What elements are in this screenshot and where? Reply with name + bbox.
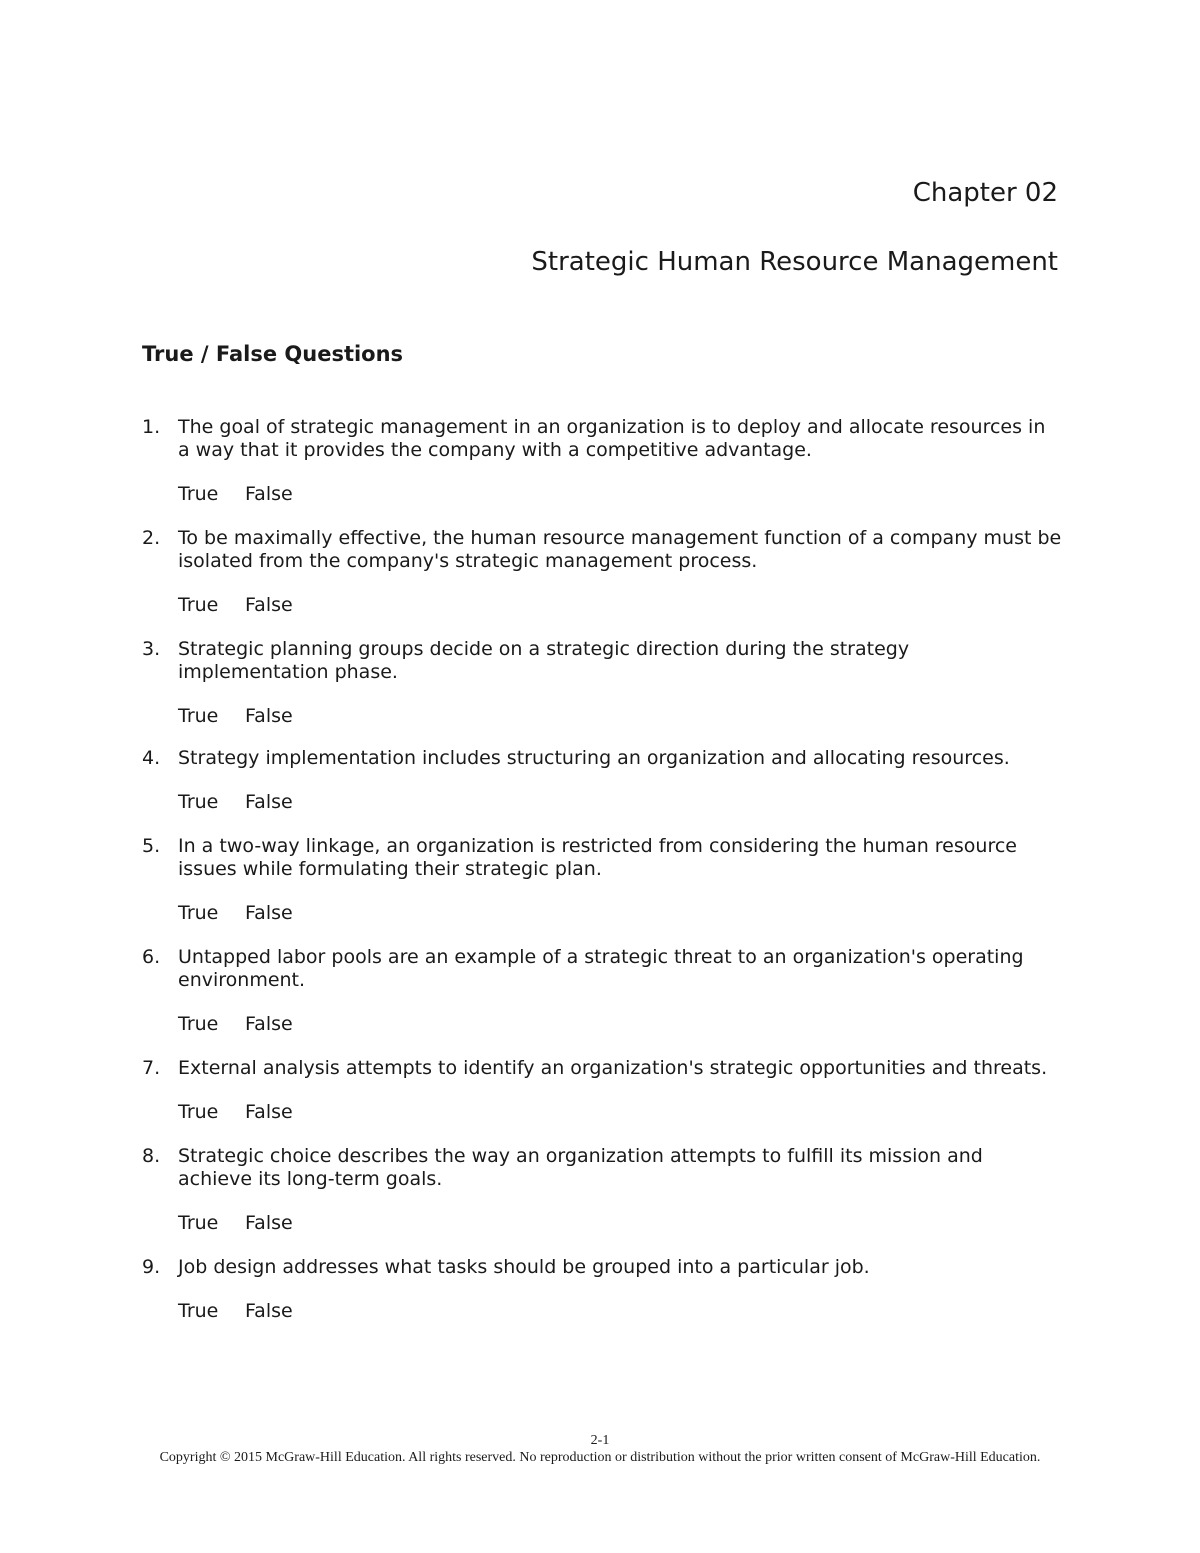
question-number: 1. [142,416,161,438]
answer-option-false: False [245,1101,293,1123]
answer-options [178,791,1062,814]
question-item [142,1145,1062,1235]
question-number: 5. [142,835,161,857]
question-item [142,747,1062,814]
answer-option-true: True [178,791,219,813]
question-text: Untapped labor pools are an example of a strategic threat to an organization's operating environment. [178,946,1024,991]
question-text: External analysis attempts to identify an organization's strategic opportunities and threats. [178,1057,1048,1079]
section-heading: True / False Questions [142,342,404,366]
question-item [142,1057,1062,1124]
question-text: Strategy implementation includes structuring an organization and allocating resources. [178,747,1010,769]
question-item [142,638,1062,728]
answer-option-false: False [245,791,293,813]
copyright-notice: Copyright © 2015 McGraw-Hill Education. All rights reserved. No reproduction or distribution without the prior written consent of McGraw-Hill Education. [159,1450,1041,1465]
question-list [142,416,1062,1323]
question-number: 2. [142,527,161,549]
answer-option-true: True [178,1101,219,1123]
answer-option-true: True [178,902,219,924]
page-number: 2-1 [590,1433,610,1448]
answer-option-false: False [245,1300,293,1322]
page-footer [130,1432,1070,1466]
answer-option-false: False [245,705,293,727]
answer-options [178,705,1062,728]
answer-option-true: True [178,594,219,616]
question-number: 8. [142,1145,161,1167]
question-number: 9. [142,1256,161,1278]
question-text: Strategic planning groups decide on a strategic direction during the strategy implementation phase. [178,638,910,683]
question-item [142,416,1062,506]
question-item [142,527,1062,617]
question-number: 6. [142,946,161,968]
answer-option-true: True [178,1212,219,1234]
answer-option-true: True [178,1300,219,1322]
chapter-title: Chapter 02 [912,178,1058,208]
question-number: 7. [142,1057,161,1079]
question-text: Strategic choice describes the way an organization attempts to fulfill its mission and achieve its long-term goals. [178,1145,983,1190]
answer-options [178,1300,1062,1323]
answer-option-true: True [178,483,219,505]
question-item [142,835,1062,925]
answer-option-false: False [245,902,293,924]
answer-options [178,1212,1062,1235]
answer-options [178,594,1062,617]
question-text: Job design addresses what tasks should be grouped into a particular job. [178,1256,870,1278]
question-number: 3. [142,638,161,660]
answer-options [178,1013,1062,1036]
answer-option-true: True [178,705,219,727]
chapter-subtitle: Strategic Human Resource Management [531,247,1058,277]
question-item [142,946,1062,1036]
answer-option-false: False [245,1013,293,1035]
answer-option-false: False [245,594,293,616]
answer-options [178,1101,1062,1124]
question-text: In a two-way linkage, an organization is restricted from considering the human resource issues while formulating their strategic plan. [178,835,1017,880]
question-item [142,1256,1062,1323]
question-text: To be maximally effective, the human resource management function of a company must be isolated from the company's strategic management process. [178,527,1062,572]
answer-options [178,902,1062,925]
question-number: 4. [142,747,161,769]
question-text: The goal of strategic management in an organization is to deploy and allocate resources in a way that it provides the company with a competitive advantage. [178,416,1046,461]
answer-option-false: False [245,1212,293,1234]
answer-option-true: True [178,1013,219,1035]
answer-options [178,483,1062,506]
answer-option-false: False [245,483,293,505]
